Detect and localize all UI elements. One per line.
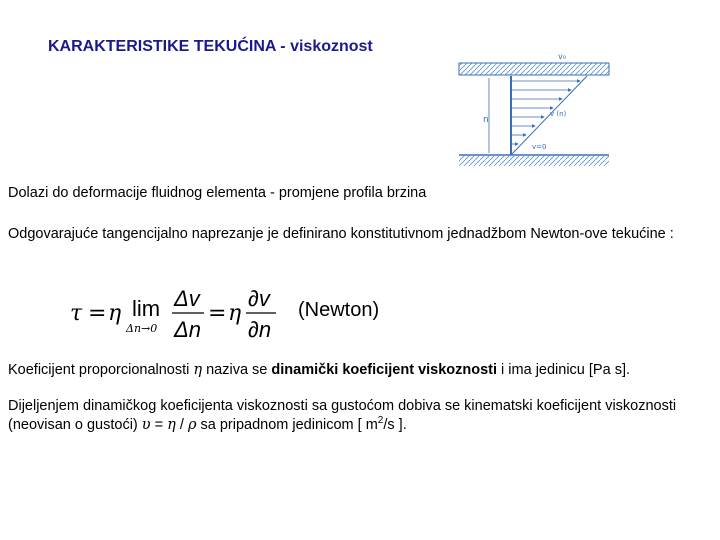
- rho-symbol: ρ: [187, 417, 197, 433]
- newton-formula: [70, 280, 430, 350]
- delta-v: Δv: [174, 286, 200, 311]
- v0-label: v=0: [532, 143, 547, 151]
- lim-subscript: Δn→0: [126, 322, 158, 335]
- equals-2: =: [208, 301, 227, 326]
- p3-text-a: Koeficijent proporcionalnosti: [8, 362, 194, 378]
- partial-n: ∂n: [248, 317, 272, 342]
- vn-label: v (n): [550, 110, 567, 118]
- nu-symbol: υ: [141, 417, 151, 433]
- partial-v: ∂v: [248, 286, 270, 311]
- tau-symbol: τ: [70, 301, 83, 326]
- paragraph-kinematic-viscosity: [8, 397, 708, 435]
- eta-2: η: [228, 301, 242, 326]
- velocity-profile-diagram: [455, 50, 615, 175]
- p4-text-b: sa pripadnom jedinicom [ m: [196, 417, 378, 433]
- p4-text-c: /s ].: [383, 417, 407, 433]
- plate-velocity-label: v₀: [558, 52, 566, 61]
- eta-1: η: [108, 301, 122, 326]
- velocity-profile-line: [511, 76, 587, 155]
- eta-symbol: η: [193, 362, 203, 378]
- newton-label: (Newton): [298, 299, 380, 321]
- dynamic-viscosity-term: dinamički koeficijent viskoznosti: [271, 362, 498, 378]
- p4-slash: /: [175, 417, 188, 433]
- paragraph-dynamic-viscosity: [8, 361, 708, 380]
- p3-text-c: i ima jedinicu [Pa s].: [497, 362, 631, 378]
- paragraph-constitutive: Odgovarajuće tangencijalno naprezanje je definirano konstitutivnom jednadžbom Newton-ove tekućine :: [8, 226, 674, 242]
- delta-n: Δn: [174, 317, 201, 342]
- p4-equals: =: [150, 417, 168, 433]
- p3-text-b: naziva se: [202, 362, 272, 378]
- unit-exponent: 2: [377, 415, 384, 427]
- n-axis-label: n: [483, 115, 489, 125]
- page-title: KARAKTERISTIKE TEKUĆINA - viskoznost: [48, 38, 373, 55]
- lim-text: lim: [132, 296, 161, 321]
- equals-1: =: [88, 301, 107, 326]
- eta-symbol-2: η: [167, 417, 176, 433]
- fixed-wall-hatch: [459, 156, 609, 166]
- p4-text-a: Dijeljenjem dinamičkog koeficijenta viskoznosti sa gustoćom dobiva se kinematski koeficijent viskoznosti (neovisan o gustoći): [8, 398, 677, 433]
- velocity-arrows: [511, 81, 580, 144]
- moving-plate: [459, 63, 609, 75]
- paragraph-deformation: Dolazi do deformacije fluidnog elementa - promjene profila brzina: [8, 185, 427, 201]
